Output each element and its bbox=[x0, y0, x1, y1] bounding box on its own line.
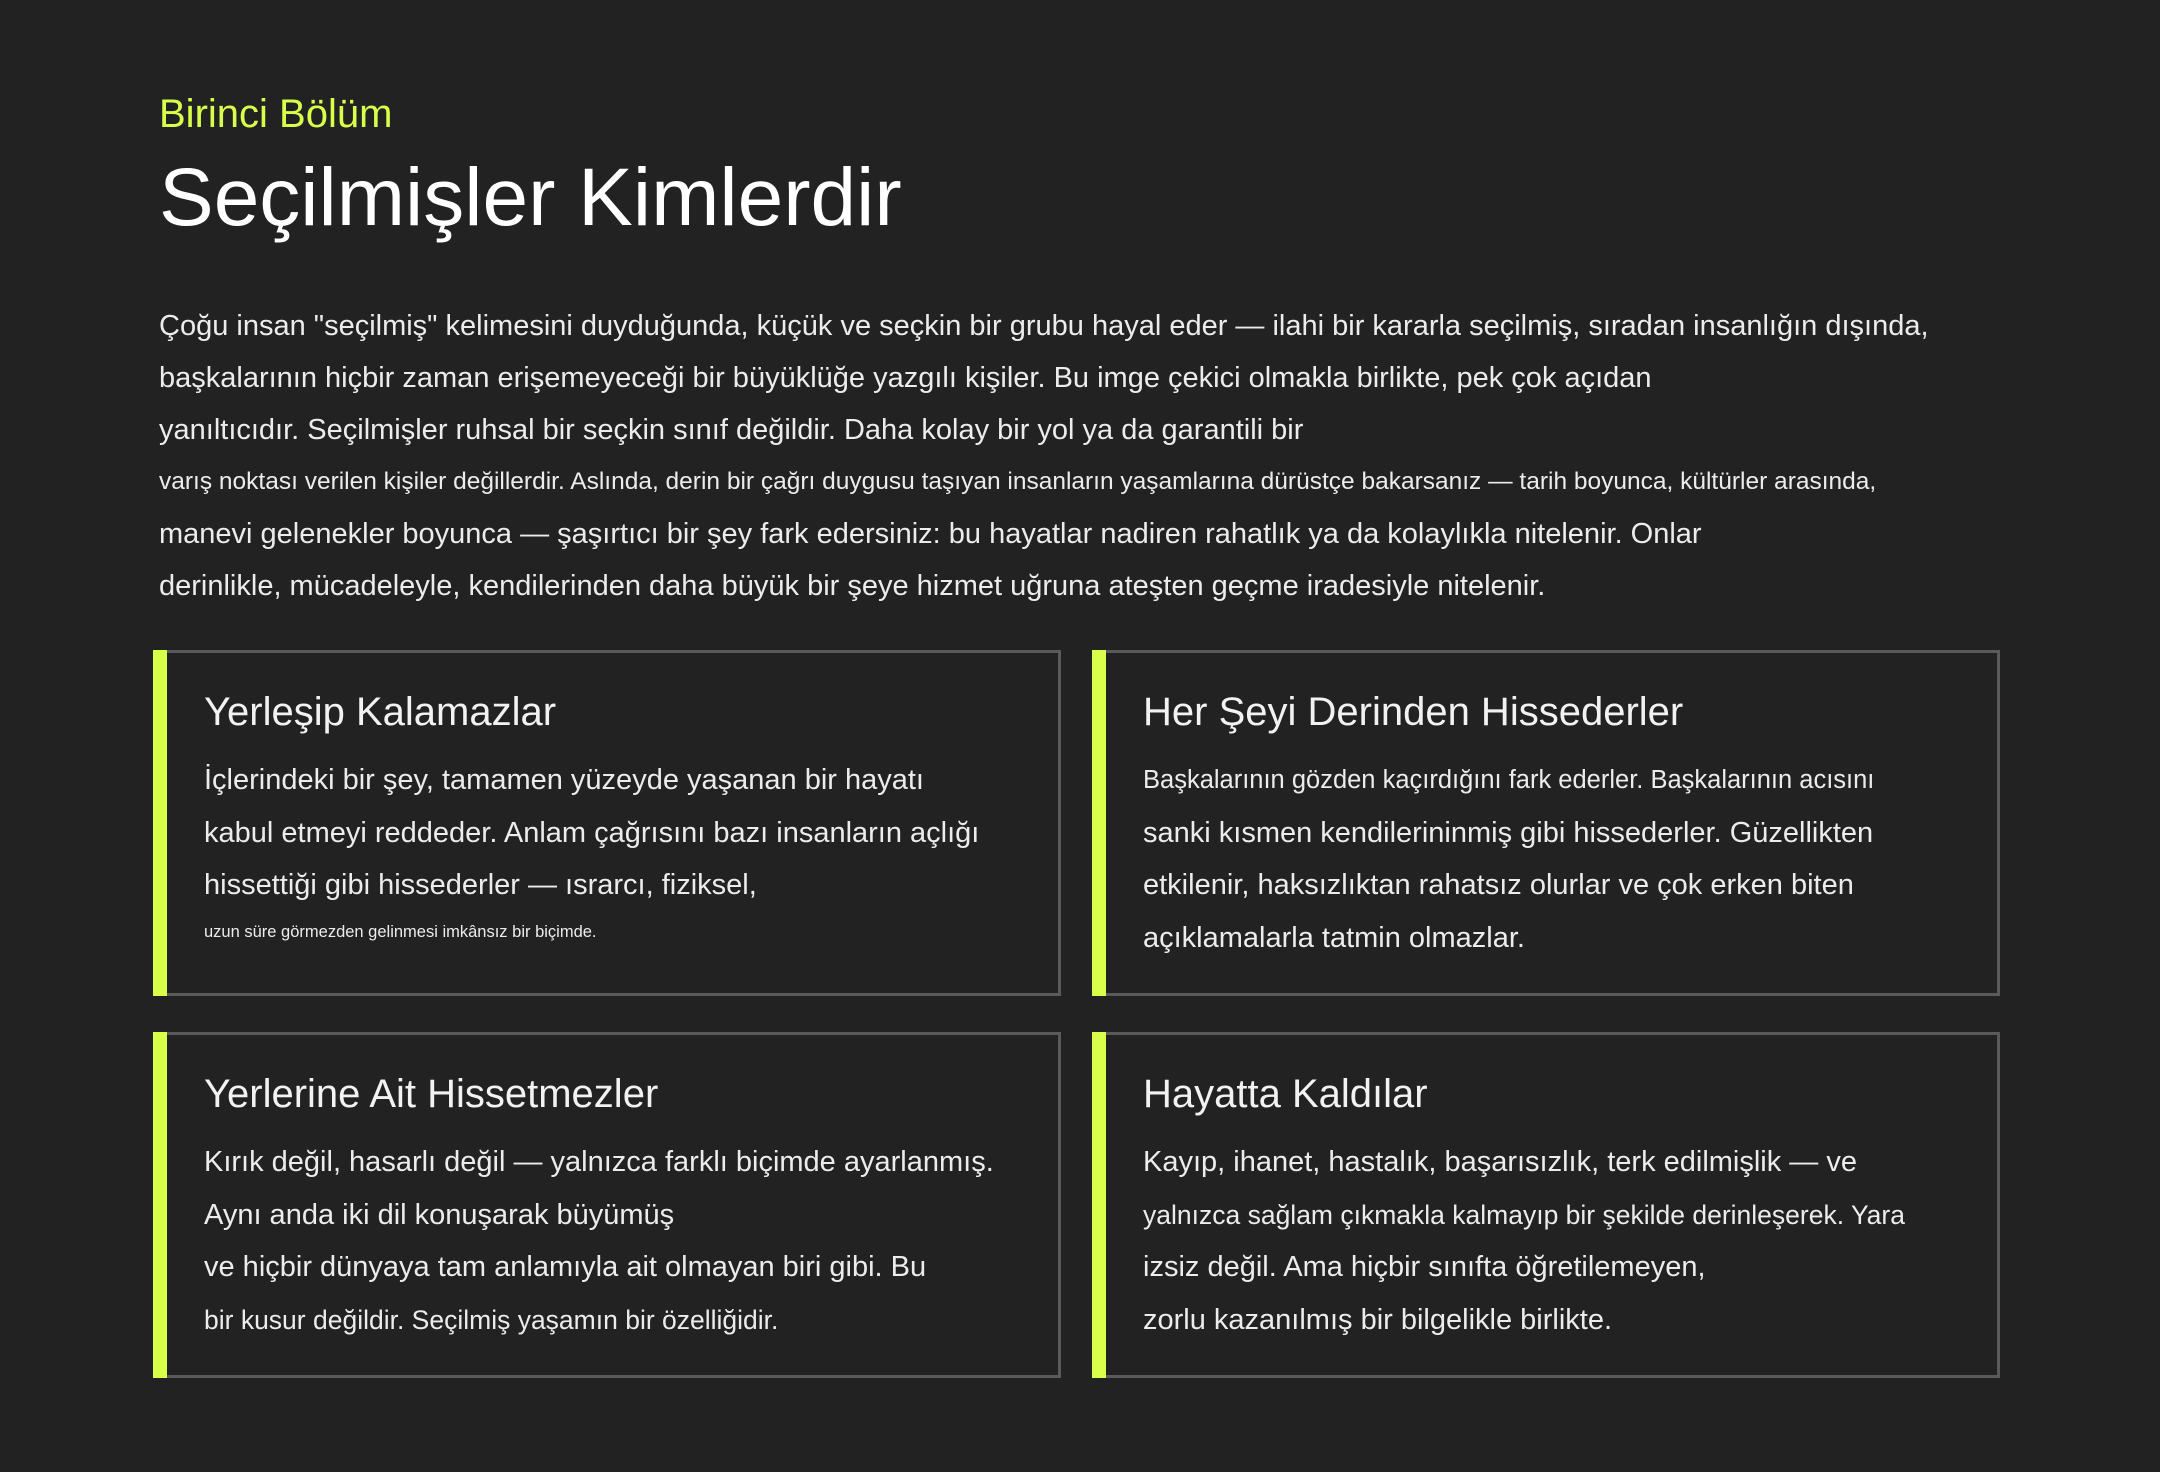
card-line: izsiz değil. Ama hiçbir sınıfta öğretilemeyen, bbox=[1143, 1251, 1706, 1283]
trait-card bbox=[1092, 1032, 2000, 1378]
intro-line: yanıltıcıdır. Seçilmişler ruhsal bir seçkin sınıf değildir. Daha kolay bir yol ya da garantili bir bbox=[159, 414, 1304, 446]
card-line: sanki kısmen kendilerininmiş gibi hissederler. Güzellikten bbox=[1143, 816, 1874, 849]
card-title: Hayatta Kaldılar bbox=[1143, 1072, 1428, 1116]
card-line: ve hiçbir dünyaya tam anlamıyla ait olmayan biri gibi. Bu bbox=[204, 1251, 927, 1283]
chapter-label: Birinci Bölüm bbox=[159, 92, 393, 136]
card-line: bir kusur değildir. Seçilmiş yaşamın bir özelliğidir. bbox=[204, 1304, 779, 1335]
intro-line: manevi gelenekler boyunca — şaşırtıcı bir şey fark edersiniz: bu hayatlar nadiren rahatlık ya da kolaylıkla nitelenir. Onlar bbox=[159, 518, 1702, 550]
card-line: zorlu kazanılmış bir bilgelikle birlikte. bbox=[1143, 1303, 1612, 1336]
card-body bbox=[204, 1136, 994, 1346]
card-body bbox=[1143, 754, 1874, 964]
card-line: uzun süre görmezden gelinmesi imkânsız bir biçimde. bbox=[204, 922, 597, 941]
intro-line: derinlikle, mücadeleyle, kendilerinden daha büyük bir şeye hizmet uğruna ateşten geçme iradesiyle nitelenir. bbox=[159, 570, 1546, 602]
card-line: İçlerindeki bir şey, tamamen yüzeyde yaşanan bir hayatı bbox=[204, 764, 924, 796]
card-line: Aynı anda iki dil konuşarak büyümüş bbox=[204, 1198, 675, 1231]
card-accent-bar bbox=[1092, 1032, 1106, 1378]
intro-paragraph bbox=[159, 300, 2004, 612]
card-accent-bar bbox=[153, 650, 167, 996]
card-accent-bar bbox=[153, 1032, 167, 1378]
chapter-title: Seçilmişler Kimlerdir bbox=[159, 152, 902, 243]
card-accent-bar bbox=[1092, 650, 1106, 996]
card-title: Yerleşip Kalamazlar bbox=[204, 690, 557, 734]
card-title: Yerlerine Ait Hissetmezler bbox=[204, 1072, 659, 1116]
card-line: açıklamalarla tatmin olmazlar. bbox=[1143, 921, 1525, 954]
intro-line: Çoğu insan "seçilmiş" kelimesini duyduğunda, küçük ve seçkin bir grubu hayal eder — ilahi bir kararla seçilmiş, sıradan insanlığın dışında, bbox=[159, 310, 1929, 342]
card-line: etkilenir, haksızlıktan rahatsız olurlar ve çok erken biten bbox=[1143, 869, 1854, 901]
card-body bbox=[1143, 1136, 1905, 1346]
trait-card bbox=[153, 1032, 1061, 1378]
card-line: kabul etmeyi reddeder. Anlam çağrısını bazı insanların açlığı bbox=[204, 816, 980, 849]
intro-line: başkalarının hiçbir zaman erişemeyeceği bir büyüklüğe yazgılı kişiler. Bu imge çekici olmakla birlikte, pek çok açıdan bbox=[159, 362, 1652, 394]
card-line: Başkalarının gözden kaçırdığını fark ederler. Başkalarının acısını bbox=[1143, 766, 1875, 794]
intro-line: varış noktası verilen kişiler değillerdir. Aslında, derin bir çağrı duygusu taşıyan insanların yaşamlarına dürüstçe bakarsanız — tarih boyunca, kültürler arasında, bbox=[159, 468, 1877, 495]
card-line: Kırık değil, hasarlı değil — yalnızca farklı biçimde ayarlanmış. bbox=[204, 1146, 994, 1178]
card-title: Her Şeyi Derinden Hissederler bbox=[1143, 690, 1684, 734]
card-body bbox=[204, 754, 979, 952]
card-line: Kayıp, ihanet, hastalık, başarısızlık, terk edilmişlik — ve bbox=[1143, 1146, 1857, 1178]
card-line: yalnızca sağlam çıkmakla kalmayıp bir şekilde derinleşerek. Yara bbox=[1143, 1199, 1905, 1230]
card-line: hissettiği gibi hissederler — ısrarcı, fiziksel, bbox=[204, 869, 757, 901]
trait-card bbox=[153, 650, 1061, 996]
trait-card bbox=[1092, 650, 2000, 996]
